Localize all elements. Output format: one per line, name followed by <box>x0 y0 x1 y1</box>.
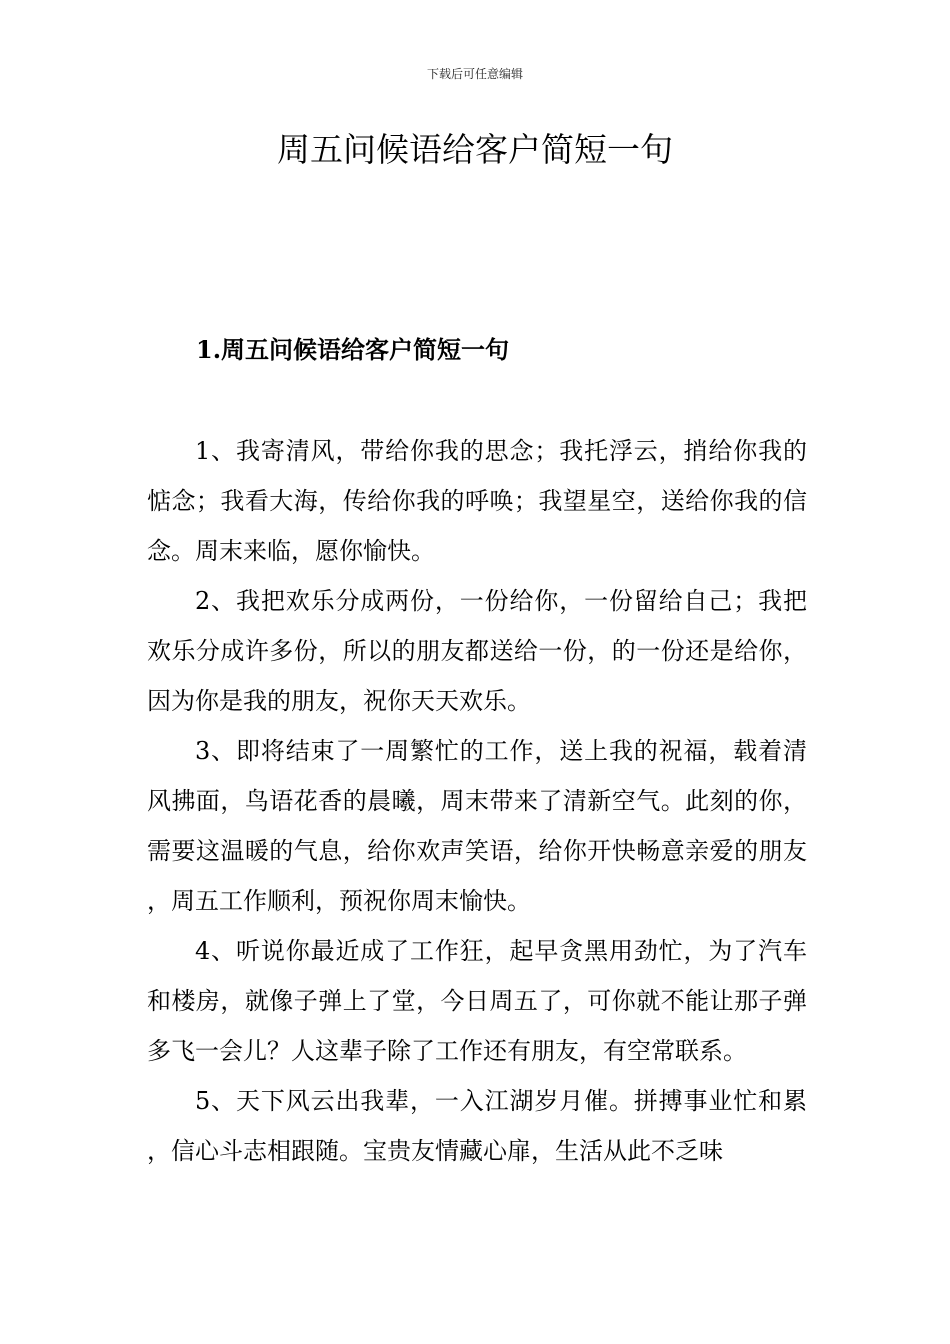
paragraph-2: 2、我把欢乐分成两份，一份给你，一份留给自己；我把欢乐分成许多份，所以的朋友都送给一份，的一份还是给你，因为你是我的朋友，祝你天天欢乐。 <box>147 587 807 715</box>
section-heading: 1.周五问候语给客户简短一句 <box>196 335 510 364</box>
paragraph-1: 1、我寄清风，带给你我的思念；我托浮云，捎给你我的惦念；我看大海，传给你我的呼唤；我望星空，送给你我的信念。周末来临，愿你愉快。 <box>147 437 807 565</box>
paragraph-3: 3、即将结束了一周繁忙的工作，送上我的祝福，载着清风拂面，鸟语花香的晨曦，周末带来了清新空气。此刻的你，需要这温暖的气息，给你欢声笑语，给你开快畅意亲爱的朋友，周五工作顺利，预祝你周末愉快。 <box>147 737 807 915</box>
document-title: 周五问候语给客户简短一句 <box>277 130 673 169</box>
paragraph-4: 4、听说你最近成了工作狂，起早贪黑用劲忙，为了汽车和楼房，就像子弹上了堂，今日周五了，可你就不能让那子弹多飞一会儿？人这辈子除了工作还有朋友，有空常联系。 <box>147 937 807 1065</box>
document-body <box>147 426 807 1176</box>
header-note: 下载后可任意编辑 <box>426 67 523 81</box>
paragraph-5: 5、天下风云出我辈，一入江湖岁月催。拼搏事业忙和累，信心斗志相跟随。宝贵友情藏心扉，生活从此不乏味 <box>147 1087 807 1165</box>
